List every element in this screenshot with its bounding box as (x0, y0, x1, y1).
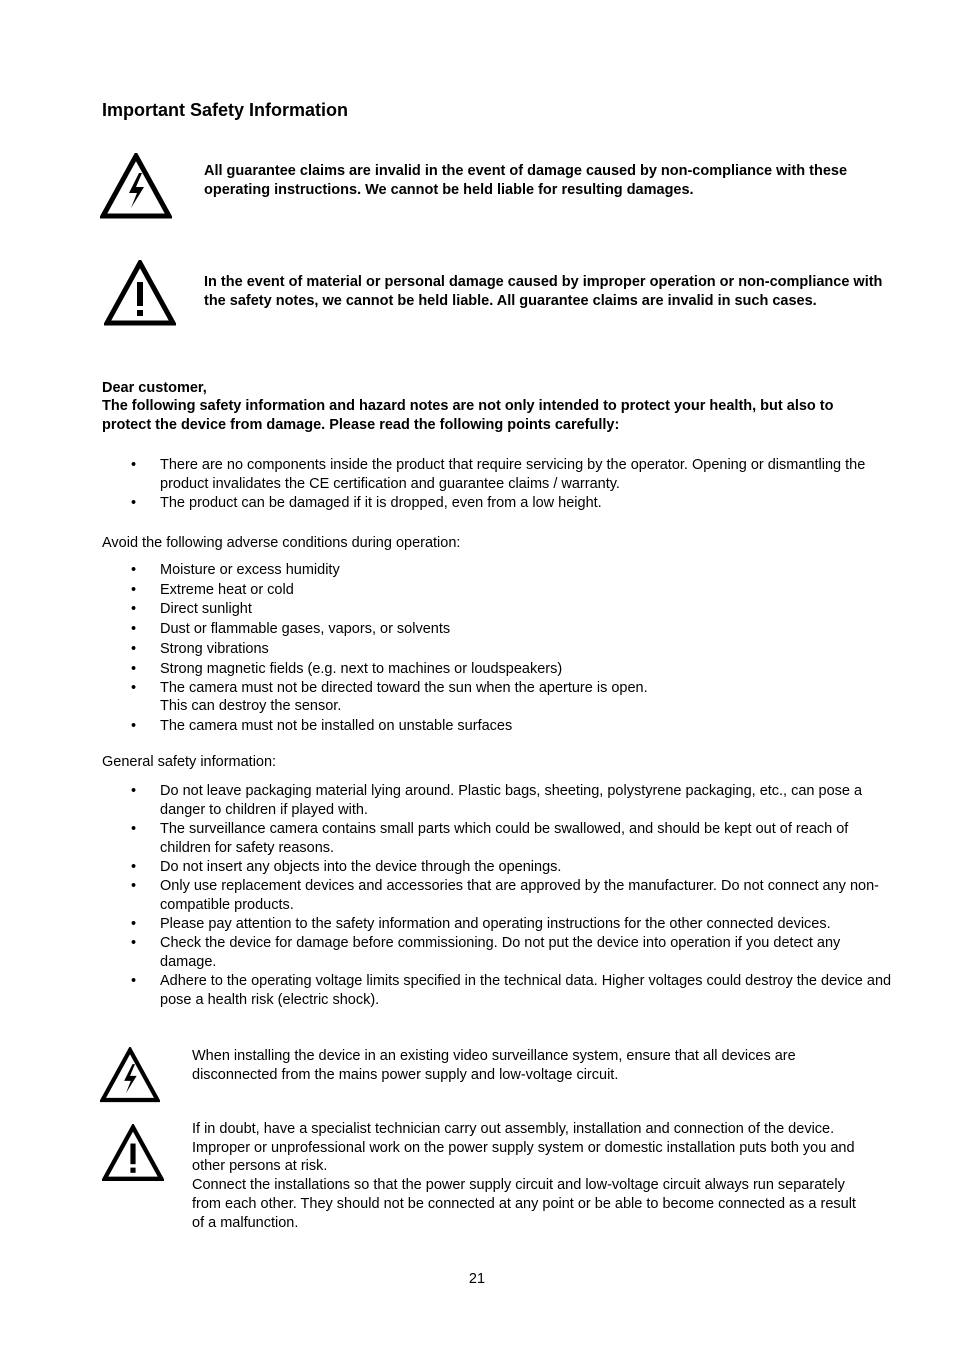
list-item: • The surveillance camera contains small parts which could be swallowed, and should be kept out of reach of children for safety reasons. (131, 821, 849, 856)
list-item: • Strong vibrations (131, 640, 269, 657)
separation-note-paragraph: Connect the installations so that the power supply circuit and low-voltage circuit always run separately from each other. They should not be connected at any point or be able to become connected as a result of a malfunction. (192, 1177, 856, 1231)
list-item: • Dust or flammable gases, vapors, or solvents (131, 621, 451, 638)
list-item: • The camera must not be installed on unstable surfaces (131, 718, 513, 735)
list-item: • Adhere to the operating voltage limits specified in the technical data. Higher voltages could destroy the device and pose a health risk (electric shock). (131, 973, 892, 1008)
list-item: • Direct sunlight (131, 601, 252, 618)
warning-liability-text: In the event of material or personal damage caused by improper operation or non-compliance with the safety notes, we cannot be held liable. All guarantee claims are invalid in such cases. (204, 274, 883, 309)
list-item: • Please pay attention to the safety information and operating instructions for the other connected devices. (131, 916, 831, 932)
list-item: • There are no components inside the product that require servicing by the operator. Opening or dismantling the product invalidates the CE certification and guarantee claims / warranty. (131, 457, 866, 492)
servicing-list (102, 456, 892, 513)
general-safety-heading: General safety information: (102, 754, 277, 770)
specialist-note-text (192, 1120, 862, 1232)
list-item-subline: This can destroy the sensor. (160, 698, 342, 715)
adverse-conditions-list (102, 561, 892, 737)
list-item: • The camera must not be directed toward the sun when the aperture is open. This can destroy the sensor. (131, 680, 648, 715)
caution-icon (104, 260, 176, 326)
electric-hazard-icon (100, 153, 172, 219)
list-item: • Strong magnetic fields (e.g. next to machines or loudspeakers) (131, 660, 563, 677)
list-item: • Do not insert any objects into the device through the openings. (131, 859, 562, 875)
list-item: • Do not leave packaging material lying around. Plastic bags, sheeting, polystyrene packaging, etc., can pose a danger to children if played with. (131, 783, 863, 818)
list-item: • Extreme heat or cold (131, 581, 294, 598)
list-item: • The product can be damaged if it is dropped, even from a low height. (131, 495, 602, 511)
intro-text: The following safety information and hazard notes are not only intended to protect your health, but also to protect the device from damage. Please read the following points carefully: (102, 398, 834, 433)
page-number: 21 (468, 1271, 486, 1287)
list-item: • Check the device for damage before commissioning. Do not put the device into operation if you detect any damage. (131, 935, 841, 970)
installation-note-text: When installing the device in an existing video surveillance system, ensure that all devices are disconnected from the mains power supply and low-voltage circuit. (192, 1048, 796, 1083)
caution-icon (102, 1124, 164, 1182)
adverse-conditions-heading: Avoid the following adverse conditions during operation: (102, 535, 461, 551)
greeting: Dear customer, (102, 380, 207, 396)
page-title: Important Safety Information (102, 100, 349, 120)
specialist-note-paragraph: If in doubt, have a specialist technician carry out assembly, installation and connection of the device. Improper or unprofessional work on the power supply system or domestic installation puts both you and other persons at risk. (192, 1121, 855, 1175)
list-item: • Only use replacement devices and accessories that are approved by the manufacturer. Do not connect any non-compatible products. (131, 878, 879, 913)
electric-hazard-icon (100, 1047, 160, 1103)
general-safety-list (102, 782, 892, 1010)
list-item: • Moisture or excess humidity (131, 562, 340, 578)
warning-guarantee-text: All guarantee claims are invalid in the event of damage caused by non-compliance with these operating instructions. We cannot be held liable for resulting damages. (204, 163, 848, 198)
